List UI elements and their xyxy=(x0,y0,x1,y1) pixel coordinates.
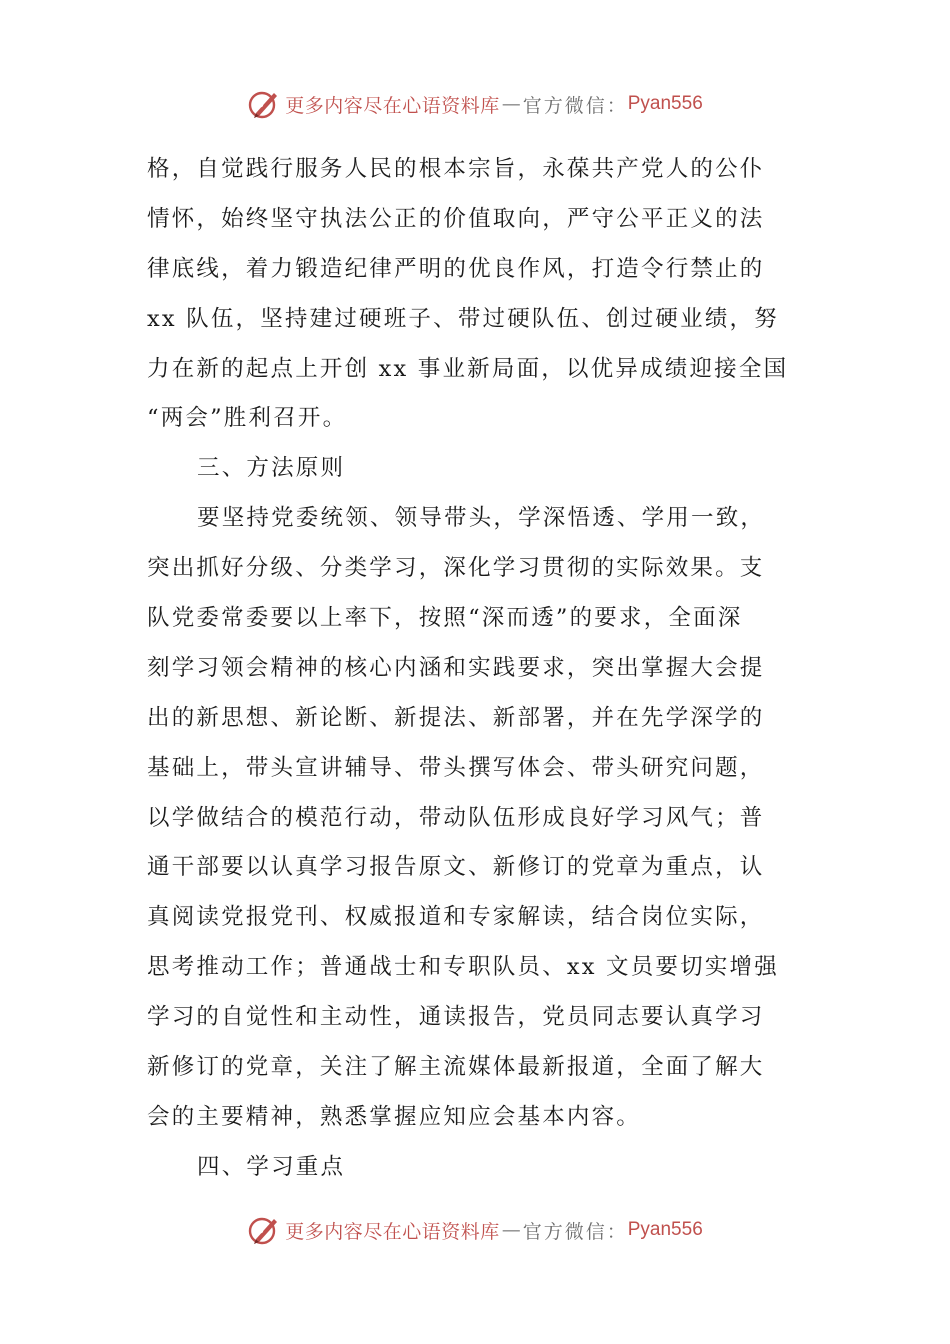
text-line: 力在新的起点上开创 xx 事业新局面，以优异成绩迎接全国 xyxy=(147,355,789,382)
text-line: 以学做结合的模范行动，带动队伍形成良好学习风气；普 xyxy=(147,804,765,831)
text-line: 队党委常委要以上率下，按照“深而透”的要求，全面深 xyxy=(147,605,743,632)
text-line: 新修订的党章，关注了解主流媒体最新报道，全面了解大 xyxy=(147,1054,765,1081)
pen-circle-logo-icon xyxy=(247,1213,281,1247)
text-line: 思考推动工作；普通战士和专职队员、xx 文员要切实增强 xyxy=(147,954,779,981)
footer-wechat-label: 官方微信： xyxy=(522,1220,628,1243)
text-line: 情怀，始终坚守执法公正的价值取向，严守公平正义的法 xyxy=(147,205,765,232)
header-slogan: 更多内容尽在心语资料库 xyxy=(285,94,500,117)
text-line: 刻学习领会精神的核心内涵和实践要求，突出掌握大会提 xyxy=(147,654,765,681)
footer-banner xyxy=(0,1210,950,1250)
text-line: 学习的自觉性和主动性，通读报告，党员同志要认真学习 xyxy=(147,1004,765,1031)
text-line: xx 队伍，坚持建过硬班子、带过硬队伍、创过硬业绩，努 xyxy=(147,305,779,332)
text-line: 要坚持党委统领、领导带头，学深悟透、学用一致， xyxy=(197,505,766,532)
text-line: 出的新思想、新论断、新提法、新部署，并在先学深学的 xyxy=(147,704,765,731)
footer-wechat-id: Pyan556 xyxy=(627,1219,703,1240)
footer-dash: — xyxy=(501,1219,521,1241)
text-line: 律底线，着力锻造纪律严明的优良作风，打造令行禁止的 xyxy=(147,255,765,282)
text-line: 格，自觉践行服务人民的根本宗旨，永葆共产党人的公仆 xyxy=(147,156,765,182)
section-heading: 三、方法原则 xyxy=(197,455,346,482)
text-line: 基础上，带头宣讲辅导、带头撰写体会、带头研究问题， xyxy=(147,754,765,781)
header-banner xyxy=(0,84,950,124)
pen-circle-logo-icon xyxy=(247,87,281,121)
text-line: 真阅读党报党刊、权威报道和专家解读，结合岗位实际， xyxy=(147,904,765,931)
header-wechat-id: Pyan556 xyxy=(627,93,703,114)
text-line: “两会”胜利召开。 xyxy=(147,405,348,432)
section-heading: 四、学习重点 xyxy=(197,1153,346,1180)
header-dash: — xyxy=(501,93,521,115)
header-wechat-label: 官方微信： xyxy=(522,94,628,117)
text-line: 会的主要精神，熟悉掌握应知应会基本内容。 xyxy=(147,1103,642,1130)
text-line: 通干部要以认真学习报告原文、新修订的党章为重点，认 xyxy=(147,854,765,881)
text-line: 突出抓好分级、分类学习，深化学习贯彻的实际效果。支 xyxy=(147,555,765,582)
document-body xyxy=(147,145,807,1193)
footer-slogan: 更多内容尽在心语资料库 xyxy=(285,1220,500,1243)
